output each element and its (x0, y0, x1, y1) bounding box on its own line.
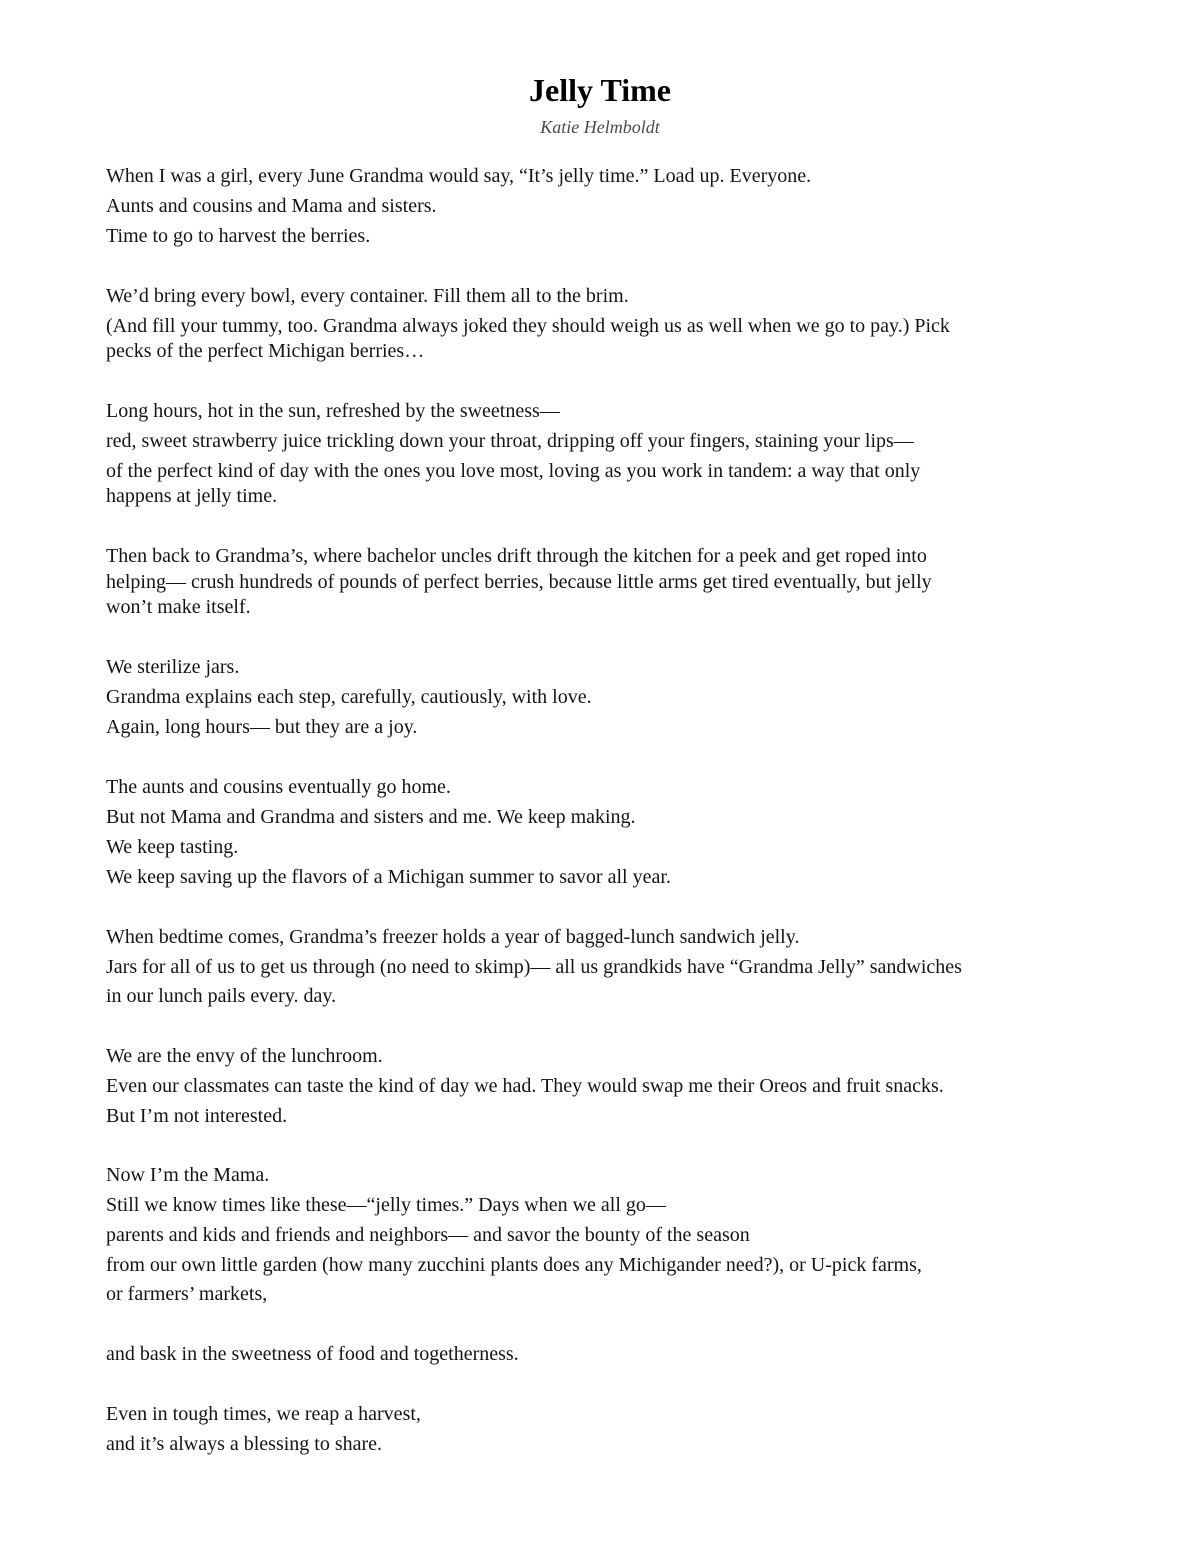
poem-line: But not Mama and Grandma and sisters and me. We keep making. (106, 806, 636, 828)
poem-line: red, sweet strawberry juice trickling down your throat, dripping off your fingers, staining your lips— (106, 430, 914, 452)
poem-line: We keep tasting. (106, 836, 239, 858)
poem-title: Jelly Time (529, 72, 671, 108)
poem-line: Even in tough times, we reap a harvest, (106, 1403, 421, 1425)
poem-line: Still we know times like these—“jelly times.” Days when we all go— (106, 1194, 666, 1216)
poem-line: We are the envy of the lunchroom. (106, 1045, 383, 1067)
poem-line: When bedtime comes, Grandma’s freezer holds a year of bagged-lunch sandwich jelly. (106, 926, 800, 948)
poem-line: Jars for all of us to get us through (no need to skimp)— all us grandkids have “Grandma Jelly” sandwiches (106, 956, 962, 978)
poem-line: won’t make itself. (106, 596, 251, 618)
poem-line: from our own little garden (how many zucchini plants does any Michigander need?), or U-pick farms, (106, 1254, 922, 1276)
poem-line: and it’s always a blessing to share. (106, 1433, 383, 1455)
poem-line: Even our classmates can taste the kind of day we had. They would swap me their Oreos and fruit snacks. (106, 1075, 944, 1097)
poem-line: Again, long hours— but they are a joy. (106, 716, 418, 738)
poem-line: Now I’m the Mama. (106, 1164, 270, 1186)
poem-line: pecks of the perfect Michigan berries… (106, 340, 425, 362)
poem-line: happens at jelly time. (106, 485, 278, 507)
poem-line: Long hours, hot in the sun, refreshed by the sweetness— (106, 400, 560, 422)
poem-line: and bask in the sweetness of food and togetherness. (106, 1343, 519, 1365)
poem-line: But I’m not interested. (106, 1105, 288, 1127)
poem-line: Time to go to harvest the berries. (106, 225, 371, 247)
poem-line: The aunts and cousins eventually go home. (106, 776, 451, 798)
poem-author: Katie Helmboldt (540, 117, 660, 137)
poem-line: We sterilize jars. (106, 656, 240, 678)
poem-line: or farmers’ markets, (106, 1283, 268, 1305)
poem-line: Aunts and cousins and Mama and sisters. (106, 195, 437, 217)
poem-line: helping— crush hundreds of pounds of perfect berries, because little arms get tired eventually, but jelly (106, 571, 932, 593)
poem-line: (And fill your tummy, too. Grandma always joked they should weigh us as well when we go to pay.) Pick (106, 315, 950, 337)
poem-line: of the perfect kind of day with the ones you love most, loving as you work in tandem: a way that only (106, 460, 921, 482)
poem-line: When I was a girl, every June Grandma would say, “It’s jelly time.” Load up. Everyone. (106, 165, 812, 187)
poem-line: We keep saving up the flavors of a Michigan summer to savor all year. (106, 866, 671, 888)
poem-line: parents and kids and friends and neighbors— and savor the bounty of the season (106, 1224, 750, 1246)
poem-line: Grandma explains each step, carefully, cautiously, with love. (106, 686, 592, 708)
poem-line: Then back to Grandma’s, where bachelor uncles drift through the kitchen for a peek and get roped into (106, 545, 927, 567)
poem-line: in our lunch pails every. day. (106, 985, 337, 1007)
poem-line: We’d bring every bowl, every container. Fill them all to the brim. (106, 285, 629, 307)
